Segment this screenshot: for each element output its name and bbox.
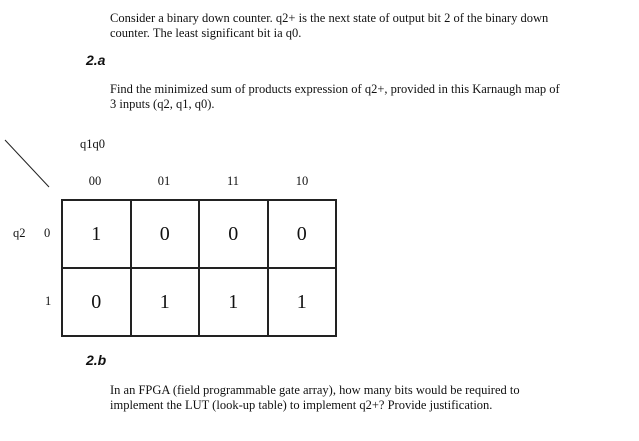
kmap-cell: 0 <box>62 268 131 336</box>
kmap-cell: 1 <box>62 200 131 268</box>
kmap-row-variable: q2 <box>13 226 26 240</box>
part-b-line-2: implement the LUT (look-up table) to implement q2+? Provide justification. <box>110 398 493 412</box>
intro-line-2: counter. The least significant bit ia q0. <box>110 26 302 40</box>
kmap-grid <box>61 199 337 337</box>
part-b-line-1: In an FPGA (field programmable gate array), how many bits would be required to <box>110 383 520 397</box>
kmap-row-label: 1 <box>45 294 52 308</box>
kmap-col-label: 00 <box>88 174 102 188</box>
kmap-col-label: 01 <box>157 174 171 188</box>
kmap-cell: 1 <box>268 268 337 336</box>
intro-line-1: Consider a binary down counter. q2+ is the next state of output bit 2 of the binary down <box>110 11 549 25</box>
kmap-cell: 0 <box>268 200 337 268</box>
kmap-cell: 1 <box>131 268 200 336</box>
kmap-column-variable: q1q0 <box>80 137 105 151</box>
part-b-heading: 2.b <box>86 352 107 368</box>
part-a-line-2: 3 inputs (q2, q1, q0). <box>110 97 215 111</box>
kmap-cell: 1 <box>199 268 268 336</box>
kmap-cell: 0 <box>131 200 200 268</box>
kmap-row-label: 0 <box>44 226 51 240</box>
kmap-col-label: 11 <box>226 174 240 188</box>
part-a-line-1: Find the minimized sum of products expression of q2+, provided in this Karnaugh map of <box>110 82 560 96</box>
kmap-cell: 0 <box>199 200 268 268</box>
part-a-heading: 2.a <box>86 52 106 68</box>
kmap-col-label: 10 <box>295 174 309 188</box>
